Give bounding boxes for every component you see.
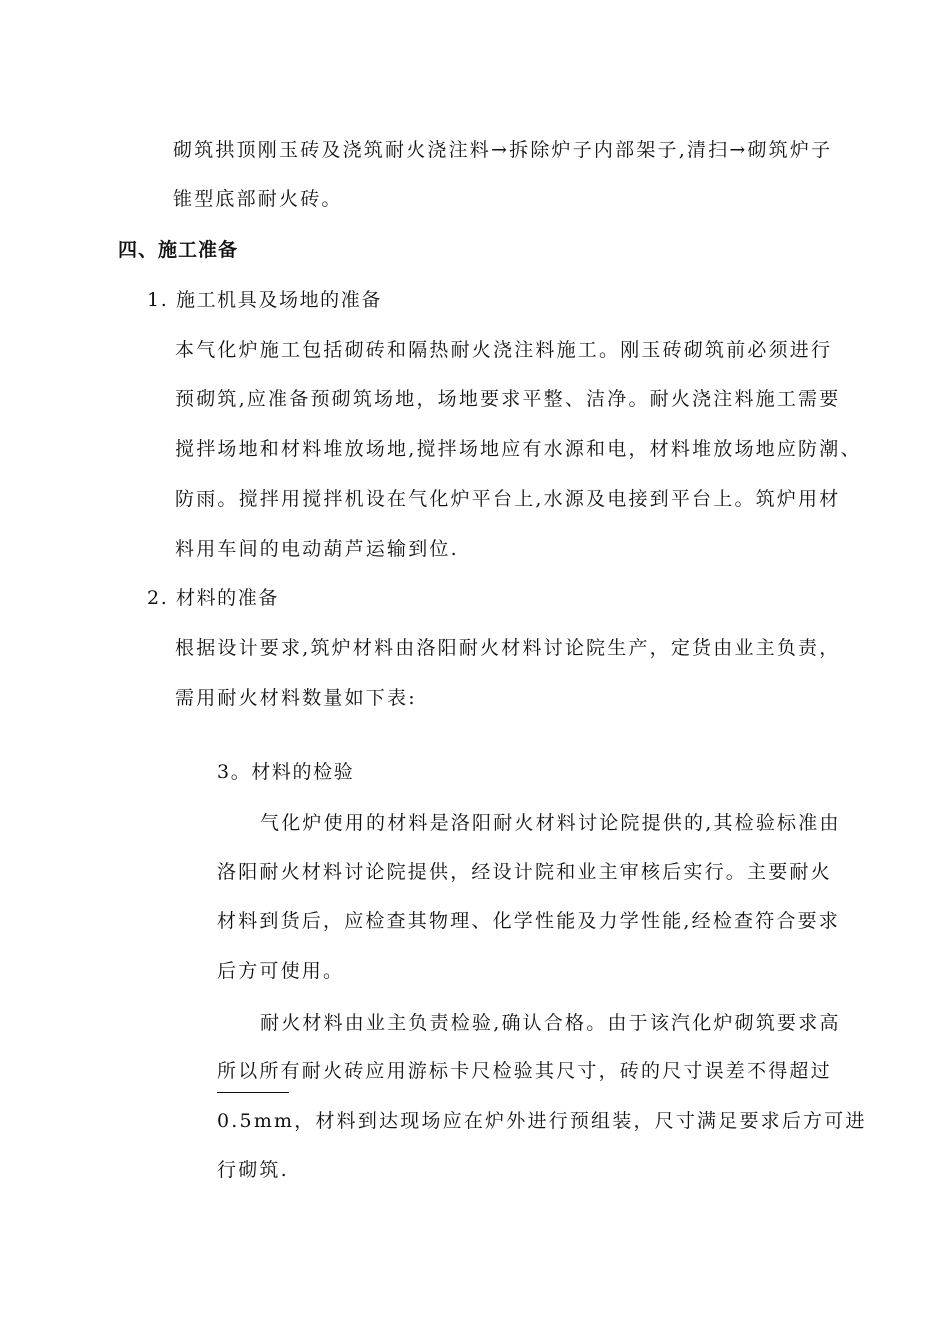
- paragraph-line: 耐火材料由业主负责检验,确认合格。由于该汽化炉砌筑要求高: [260, 1012, 841, 1034]
- paragraph-line: 防雨。搅拌用搅拌机设在气化炉平台上,水源及电接到平台上。筑炉用材: [175, 488, 841, 510]
- paragraph-line: 所以所有耐火砖应用游标卡尺检验其尺寸，砖的尺寸误差不得超过: [217, 1060, 832, 1082]
- paragraph-line: 本气化炉施工包括砌砖和隔热耐火浇注料施工。刚玉砖砌筑前必须进行: [175, 339, 833, 361]
- paragraph-line: 材料到货后，应检查其物理、化学性能及力学性能,经检查符合要求: [217, 910, 841, 932]
- paragraph-line: 需用耐火材料数量如下表:: [175, 687, 417, 709]
- subsection-title: 1. 施工机具及场地的准备: [147, 289, 382, 311]
- paragraph-line: 根据设计要求,筑炉材料由洛阳耐火材料讨论院生产，定货由业主负责，: [175, 637, 841, 659]
- paragraph-line: 锥型底部耐火砖。: [173, 188, 343, 210]
- paragraph-line: 气化炉使用的材料是洛阳耐火材料讨论院提供的,其检验标准由: [260, 812, 841, 834]
- paragraph-line: 预砌筑,应准备预砌筑场地，场地要求平整、洁净。耐火浇注料施工需要: [175, 388, 841, 410]
- paragraph-line: 洛阳耐火材料讨论院提供，经设计院和业主审核后实行。主要耐火: [217, 861, 832, 883]
- paragraph-line: 砌筑拱顶刚玉砖及浇筑耐火浇注料→拆除炉子内部架子,清扫→砌筑炉子: [173, 139, 833, 161]
- section-heading: 四、施工准备: [118, 239, 239, 261]
- subsection-title: 3。材料的检验: [217, 761, 355, 783]
- paragraph-line: 行砌筑.: [217, 1159, 289, 1181]
- subsection-title: 2. 材料的准备: [147, 587, 279, 609]
- paragraph-line: 后方可使用。: [217, 960, 345, 982]
- underline-rule: [217, 1092, 289, 1093]
- paragraph-line: 搅拌场地和材料堆放场地,搅拌场地应有水源和电，材料堆放场地应防潮、: [175, 438, 862, 460]
- paragraph-line: 料用车间的电动葫芦运输到位.: [175, 538, 459, 560]
- paragraph-line: 0.5mm，材料到达现场应在炉外进行预组装，尺寸满足要求后方可进: [217, 1110, 867, 1132]
